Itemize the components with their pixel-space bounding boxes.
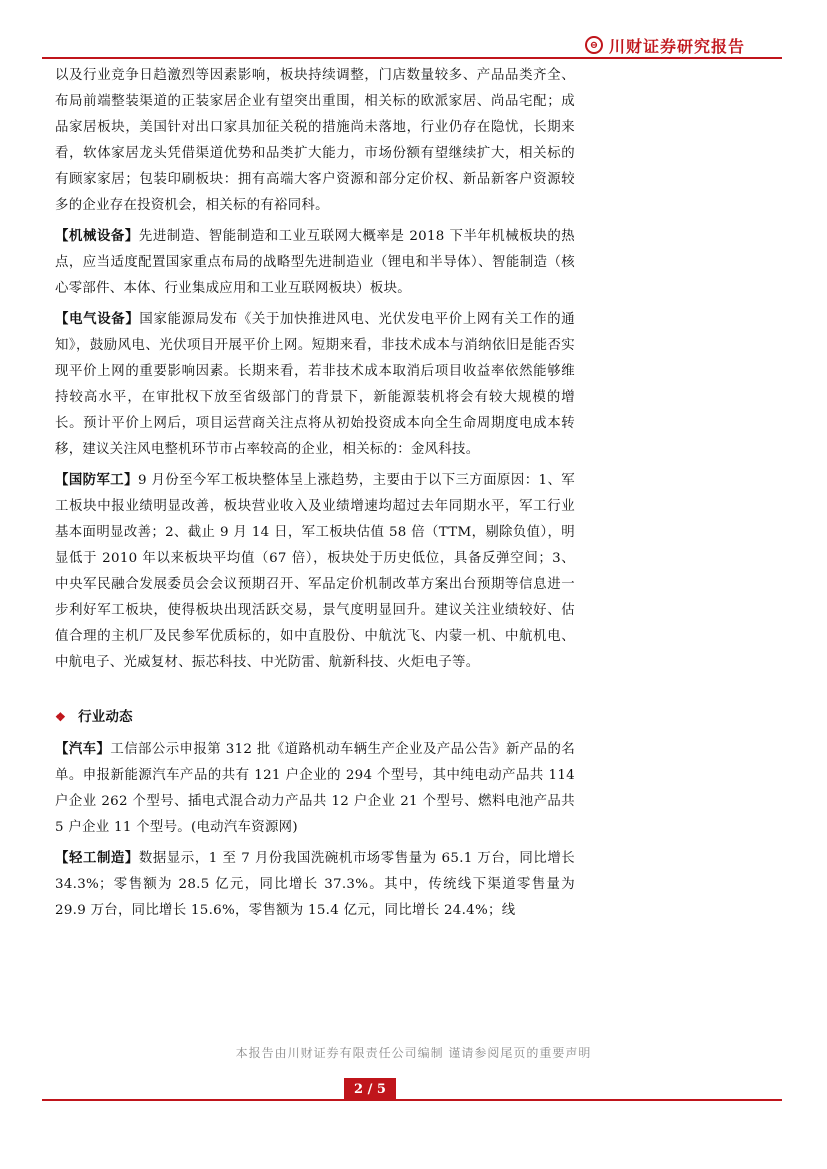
paragraph-electrical: [55, 306, 575, 463]
news-tag: 【汽车】: [55, 741, 111, 757]
paragraph-intro: [55, 62, 575, 219]
paragraph-tag: 【电气设备】: [55, 311, 140, 327]
news-auto: [55, 736, 575, 841]
disclaimer-note: 本报告由川财证券有限责任公司编制 谨请参阅尾页的重要声明: [235, 1046, 592, 1060]
news-tag: 【轻工制造】: [55, 850, 139, 866]
paragraph-text: 国家能源局发布《关于加快推进风电、光伏发电平价上网有关工作的通知》，鼓励风电、光伏项目开展平价上网。短期来看，非技术成本与消纳依旧是能否实现平价上网的重要影响因素。长期来看，若非技术成本取消后项目收益率依然能够维持较高水平，在审批权下放至省级部门的背景下，新能源装机将会有较大规模的增长。预计平价上网后，项目运营商关注点将从初始投资成本向全生命周期度电成本转移，建议关注风电整机环节市占率较高的企业，相关标的：金风科技。: [55, 312, 575, 457]
paragraph-tag: 【国防军工】: [55, 472, 138, 488]
section-title: 行业动态: [78, 709, 133, 725]
paragraph-text: 9 月份至今军工板块整体呈上涨趋势，主要由于以下三方面原因：1、军工板块中报业绩明显改善，板块营业收入及业绩增速均超过去年同期水平，军工行业基本面明显改善；2、截止 9 月 14 日，军工板块估值 58 倍（TTM，剔除负值），明显低于 2010 年以来板块平均值（67 倍），板块处于历史低位，具备反弹空间；3、中央军民融合发展委员会会议预期召开、军品定价机制改革方案出台预期等信息进一步利好军工板块，使得板块出现活跃交易，景气度明显回升。建议关注业绩较好、估值合理的主机厂及民参军优质标的，如中直股份、中航沈飞、内蒙一机、中航机电、中航电子、光威复材、振芯科技、中光防雷、航新科技、火炬电子等。: [55, 473, 575, 670]
brand-title: 川财证券研究报告: [609, 36, 746, 56]
news-light-industry: [55, 845, 575, 924]
footer-divider: [42, 1099, 782, 1101]
news-text: 数据显示，1 至 7 月份我国洗碗机市场零售量为 65.1 万台，同比增长 34.3%；零售额为 28.5 亿元，同比增长 37.3%。其中，传统线下渠道零售量为 29.9 万台，同比增长 15.6%，零售额为 15.4 亿元，同比增长 24.4%；线: [55, 851, 575, 918]
logo-icon: ⊖: [585, 36, 603, 54]
header-divider: [42, 57, 782, 59]
news-text: 工信部公示申报第 312 批《道路机动车辆生产企业及产品公告》新产品的名单。申报新能源汽车产品的共有 121 户企业的 294 个型号，其中纯电动产品共 114 户企业 262 个型号、插电式混合动力产品共 12 户企业 21 个型号、燃料电池产品共 5 户企业 11 个型号。(电动汽车资源网): [55, 742, 576, 835]
page-number: 2 / 5: [344, 1078, 396, 1100]
paragraph-tag: 【机械设备】: [55, 228, 139, 244]
diamond-bullet-icon: ❖: [55, 710, 67, 724]
header-brand: [585, 34, 785, 56]
paragraph-machinery: [55, 223, 575, 302]
section-heading: [55, 704, 575, 730]
paragraph-defense: [55, 467, 575, 676]
report-body: [55, 62, 575, 928]
paragraph-text: 以及行业竞争日趋激烈等因素影响，板块持续调整，门店数量较多、产品品类齐全、布局前端整装渠道的正装家居企业有望突出重围，相关标的欧派家居、尚品宅配；成品家居板块，美国针对出口家具加征关税的措施尚未落地，行业仍存在隐忧，长期来看，软体家居龙头凭借渠道优势和品类扩大能力，市场份额有望继续扩大，相关标的有顾家家居；包装印刷板块：拥有高端大客户资源和部分定价权、新品新客户资源较多的企业存在投资机会，相关标的有裕同科。: [55, 68, 575, 213]
paragraph-text: 先进制造、智能制造和工业互联网大概率是 2018 下半年机械板块的热点，应当适度配置国家重点布局的战略型先进制造业（锂电和半导体）、智能制造（核心零部件、本体、行业集成应用和工业互联网板块）板块。: [55, 229, 575, 296]
